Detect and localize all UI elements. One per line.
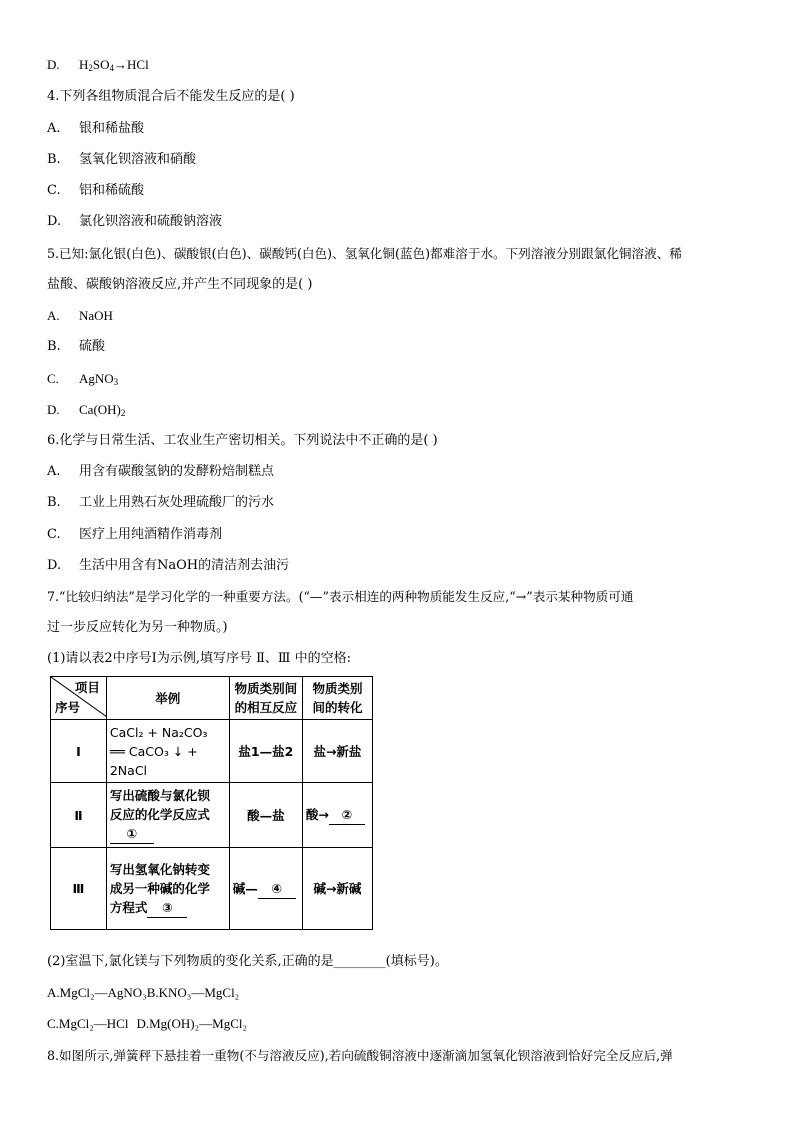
blank-4[interactable]: ④ <box>258 879 296 899</box>
header-item: 项目 <box>74 680 100 695</box>
q7-part2-options-line2 <box>47 1015 247 1033</box>
q4-option-d: D. 氯化钡溶液和硫酸钠溶液 <box>47 214 223 229</box>
q8-stem-line1: 8.如图所示,弹簧秤下悬挂着一重物(不与溶液反应),若向硫酸铜溶液中逐渐滴加氢氧化钡溶液到恰好完全反应后,弹 <box>47 1048 673 1063</box>
row-convert: 盐→新盐 <box>302 720 372 783</box>
q4-option-a: A. 银和稀盐酸 <box>47 121 145 136</box>
q7-stem-line2: 过一步反应转化为另一种物质。) <box>47 620 228 635</box>
q4-option-b: B. 氢氧化钡溶液和硝酸 <box>47 152 197 167</box>
table-header-row <box>51 677 373 720</box>
q5-option-d: D. $Ca(OH)_2$ <box>47 402 126 418</box>
row-example: CaCl₂ + Na₂CO₃ ══ CaCO₃ ↓ + 2NaCl <box>106 720 229 783</box>
q7-part2: (2)室温下,氯化镁与下列物质的变化关系,正确的是________(填标号)。 <box>47 954 448 969</box>
q7-part2-option-a: A.MgCl₂—AgNO₃ <box>47 985 147 1000</box>
q4-stem: 4.下列各组物质混合后不能发生反应的是( ) <box>47 89 295 104</box>
q7-part1: (1)请以表2中序号Ⅰ为示例,填写序号 Ⅱ、Ⅲ 中的空格: <box>47 651 351 666</box>
row-convert: 碱→新碱 <box>302 848 372 930</box>
blank-2[interactable]: ② <box>329 805 365 825</box>
q5-option-c: C. AgNO$_3$ <box>47 371 119 387</box>
q7-table <box>50 676 373 930</box>
row-convert: 酸→ ② <box>302 783 372 848</box>
blank-1[interactable]: ① <box>110 824 154 844</box>
q5-option-a: A. NaOH <box>47 308 113 323</box>
q7-part2-option-d: D.Mg(OH)₂—MgCl₂ <box>136 1016 248 1031</box>
q6-option-a: A. 用含有碳酸氢钠的发酵粉焙制糕点 <box>47 464 275 479</box>
diagonal-header-cell <box>51 677 107 720</box>
table-row <box>51 720 373 783</box>
q5-option-b: B. 硫酸 <box>47 339 106 354</box>
header-mutual: 物质类别间 的相互反应 <box>229 677 302 720</box>
q6-option-d: D. 生活中用含有NaOH的清洁剂去油污 <box>47 558 290 573</box>
header-seq: 序号 <box>55 700 81 715</box>
row-mutual: 碱— ④ <box>229 848 302 930</box>
q7-part2-option-c: C.MgCl₂—HCl <box>47 1016 129 1031</box>
q6-option-c: C. 医疗上用纯酒精作消毒剂 <box>47 527 223 542</box>
q6-stem: 6.化学与日常生活、工农业生产密切相关。下列说法中不正确的是( ) <box>47 433 438 448</box>
header-example: 举例 <box>106 677 229 720</box>
q4-option-c: C. 铝和稀硫酸 <box>47 183 145 198</box>
q3-option-d: D. $H_2SO_4\to HCl$ <box>47 57 149 73</box>
table-row <box>51 848 373 930</box>
q7-part2-options-line1 <box>47 984 239 1002</box>
q7-stem-line1: 7.“比较归纳法”是学习化学的一种重要方法。(“—”表示相连的两种物质能发生反应,“→”表示某种物质可通 <box>47 589 634 604</box>
table-row <box>51 783 373 848</box>
row-mutual: 酸—盐 <box>229 783 302 848</box>
row-seq: Ⅱ <box>51 783 107 848</box>
option-label: D. <box>47 57 60 72</box>
row-mutual: 盐1—盐2 <box>229 720 302 783</box>
q7-part2-option-b: B.KNO₃—MgCl₂ <box>146 985 240 1000</box>
row-example: 写出硫酸与氯化钡 反应的化学反应式 ① <box>106 783 229 848</box>
blank-3[interactable]: ③ <box>147 898 187 918</box>
row-example: 写出氢氧化钠转变 成另一种碱的化学 方程式 ③ <box>106 848 229 930</box>
q6-option-b: B. 工业上用熟石灰处理硫酸厂的污水 <box>47 495 275 510</box>
row-seq: Ⅲ <box>51 848 107 930</box>
row-seq: Ⅰ <box>51 720 107 783</box>
q5-stem-line2: 盐酸、碳酸钠溶液反应,并产生不同现象的是( ) <box>47 277 313 292</box>
q5-stem-line1: 5.已知:氯化银(白色)、碳酸银(白色)、碳酸钙(白色)、氢氧化铜(蓝色)都难溶于水。下列溶液分别跟氯化铜溶液、稀 <box>47 246 682 261</box>
header-convert: 物质类别 间的转化 <box>302 677 372 720</box>
